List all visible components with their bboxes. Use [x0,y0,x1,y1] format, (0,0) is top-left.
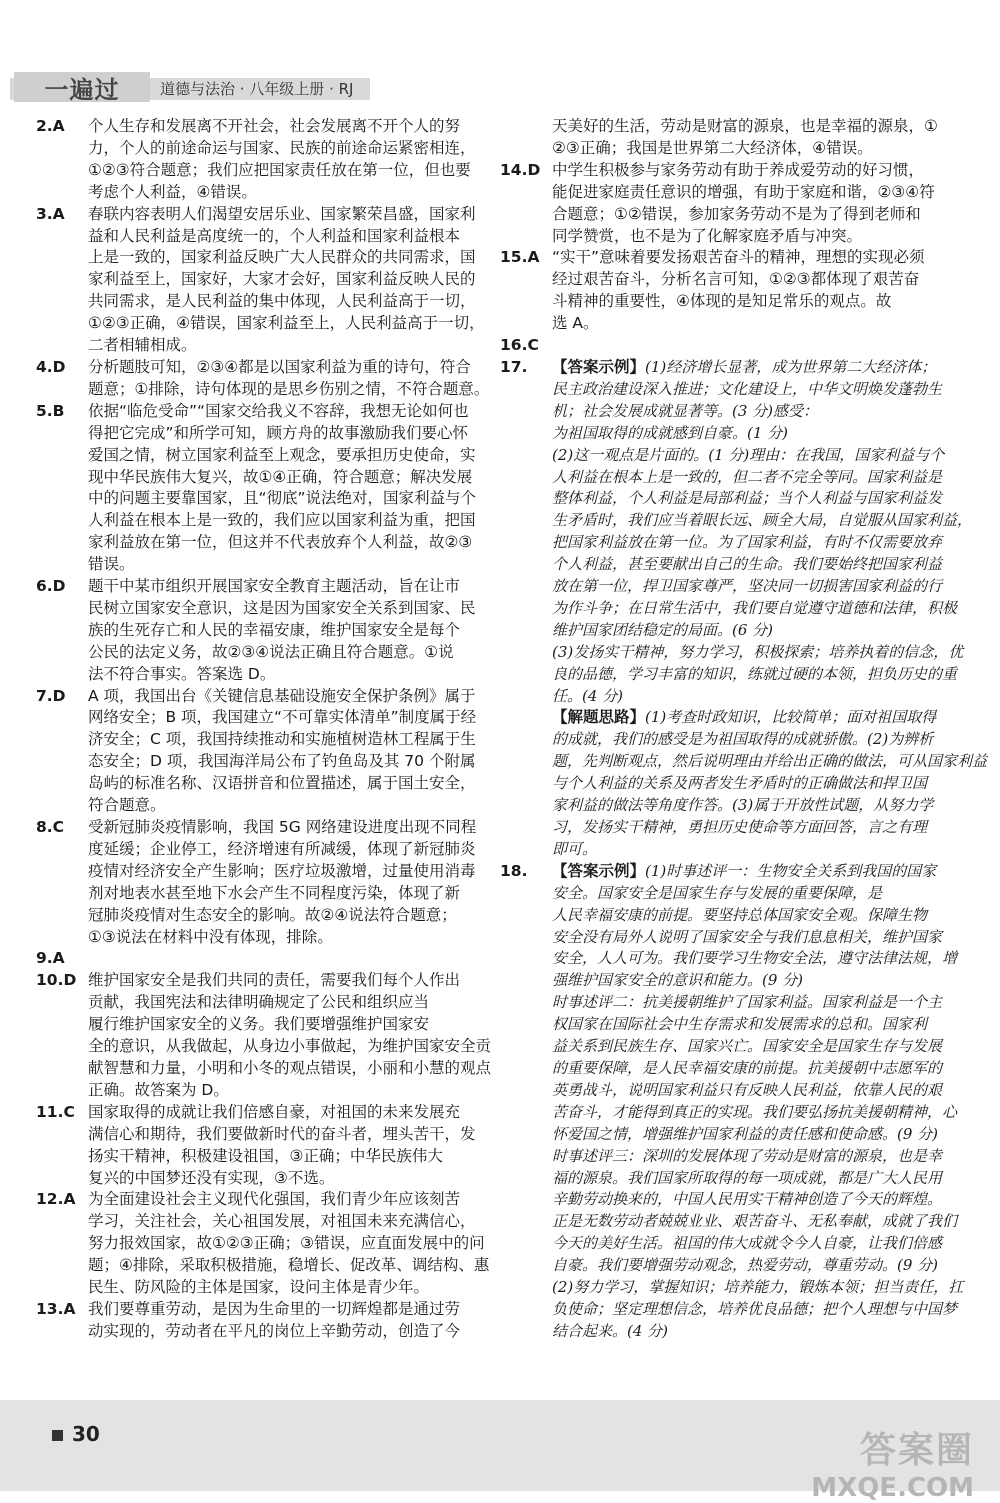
answer-line: 斗精神的重要性，④体现的是知足常乐的观点。故 [552,292,892,311]
answer-line: 为全面建设社会主义现代化强国，我们青少年应该刻苦 [88,1190,461,1209]
answer-line: 个人生存和发展离不开社会，社会发展离不开个人的努 [88,117,461,135]
answer-line: 【解题思路】(1)考查时政知识，比较简单；面对祖国取得 [552,708,937,727]
answer-line: 岛屿的标准名称、汉语拼音和位置描述，属于国土安全， [88,774,476,793]
answer-line: 辛勤劳动换来的，中国人民用实干精神创造了今天的辉煌。 [552,1190,943,1209]
answer-line: 题意；①排除，诗句体现的是思乡伤别之情，不符合题意。 [88,379,490,398]
answer-item [36,357,488,401]
answer-line: 家利益放在第一位，但这并不代表放弃个人利益，故②③ [88,533,473,552]
answer-item [500,247,948,335]
answer-line: 现中华民族伟大复兴，故①④正确，符合题意；解决发展 [88,467,473,486]
answer-line: 【答案示例】(1)经济增长显著，成为世界第二大经济体； [552,357,937,376]
answer-line: 学习，关注社会，关心祖国发展，对祖国未来充满信心， [88,1212,476,1231]
answer-line: 国家取得的成就让我们倍感自豪，对祖国的未来发展充 [88,1102,461,1121]
answer-line: 福的源泉。我们国家所取得的每一项成就，都是广大人民用 [552,1168,943,1187]
answer-line: 经过艰苦奋斗，分析名言可知，①②③都体现了艰苦奋 [552,270,920,289]
answer-item [36,817,488,948]
answer-body [88,204,488,357]
answer-line: 安全，人人可为。我们要学习生物安全法，遵守法律法规，增 [552,949,958,968]
answer-line: 民树立国家安全意识，这是因为国家安全关系到国家、民 [88,598,476,617]
answer-item [500,357,973,708]
answer-line: 考虑个人利益，④错误。 [88,182,257,201]
answer-line: 努力报效国家，故①②③正确；③错误，应直面发展中的问 [88,1234,485,1253]
answer-line: 任。(4 分) [552,686,624,705]
answer-line: 即可。 [552,839,598,858]
answer-body [88,1102,488,1190]
answer-line: ①③说法在材料中没有体现，排除。 [88,927,333,946]
answer-body [552,357,972,708]
answer-line: 今天的美好生活。祖国的伟大成就令今人自豪，让我们倍感 [552,1234,943,1253]
answer-number [500,707,552,860]
answer-line: 扬实干精神，积极建设祖国，③正确；中华民族伟大 [88,1146,443,1165]
answer-body [88,970,491,1101]
answer-line: 疫情对经济安全产生影响；医疗垃圾激增，过量使用消毒 [88,861,476,880]
answer-number: 9.A [36,949,65,968]
answer-number: 15.A [500,248,540,267]
answer-line: (2)努力学习，掌握知识；培养能力，锻炼本领；担当责任，扛 [552,1278,964,1297]
answer-line: 题干中某市组织开展国家安全教育主题活动，旨在让市 [88,577,461,596]
answer-number: 6.D [36,577,66,596]
answer-number: 16.C [500,336,539,355]
answer-line: 【答案示例】(1)时事述评一：生物安全关系到我国的国家 [552,861,937,880]
answer-tag: 【答案示例】 [552,861,646,880]
answer-line: 中学生积极参与家务劳动有助于养成爱劳动的好习惯， [552,160,925,179]
answer-line: 同学赞赏，也不是为了化解家庭矛盾与冲突。 [552,226,863,245]
answer-line: 符合题意。 [88,796,166,815]
answer-line: 权国家在国际社会中生存需求和发展需求的总和。国家利 [552,1015,928,1034]
answer-line [88,948,488,970]
page-marker-icon [52,1430,63,1441]
answer-line: 受新冠肺炎疫情影响，我国 5G 网络建设进度出现不同程 [88,818,477,836]
answer-line: 选 A。 [552,314,599,333]
answer-line: 益关系到民族生存、国家兴亡。国家安全是国家生存与发展 [552,1037,943,1056]
answer-number: 5.B [36,401,65,420]
answer-line [552,335,948,357]
answer-line: 得把它完成”和所学可知，顾方舟的故事激励我们要心怀 [88,423,469,442]
answer-line: 二者相辅相成。 [88,336,197,355]
answer-number: 12.A [36,1190,76,1209]
answer-line: 益和人民利益是高度统一的，个人利益和国家利益根本 [88,226,461,245]
answer-number: 7.D [36,686,66,705]
answer-body [552,861,963,1343]
answer-item [36,686,488,817]
answer-number: 3.A [36,204,65,223]
answer-number: 4.D [36,357,66,376]
answer-line: 爱国之情，树立国家利益至上观念，要承担历史使命，实 [88,445,476,464]
answer-line: 安全。国家安全是国家生存与发展的重要保障，是 [552,883,883,902]
answer-number: 10.D [36,971,77,990]
page-number: 30 [72,1422,100,1446]
answer-line: A 项，我国出台《关键信息基础设施安全保护条例》属于 [88,686,476,705]
answer-line: 贡献，我国宪法和法律明确规定了公民和组织应当 [88,993,430,1012]
answer-line: 合题意；①②错误，参加家务劳动不是为了得到老师和 [552,204,921,223]
answer-item [36,970,492,1101]
answer-line: 上是一致的，国家利益反映广大人民群众的共同需求，国 [88,248,476,267]
answer-line: 族的生死存亡和人民的幸福安康，维护国家安全是每个 [88,620,461,639]
answer-line: 时事述评二：抗美援朝维护了国家利益。国家利益是一个主 [552,993,943,1012]
answer-body [88,401,488,576]
answer-line: 维护国家安全是我们共同的责任，需要我们每个人作出 [88,971,461,990]
answer-line: 共同需求，是人民利益的集中体现，人民利益高于一切， [88,292,476,311]
answer-body [88,576,488,686]
answer-item [36,576,488,686]
answer-line: 人民幸福安康的前提。要坚持总体国家安全观。保障生物 [552,905,928,924]
answer-item [36,1102,488,1190]
answer-line: 公民的法定义务，故②③④说法正确且符合题意。①说 [88,642,454,661]
answer-number: 14.D [500,160,541,179]
answer-line: (3)发扬实干精神，努力学习，积极探索；培养执着的信念，优 [552,642,964,661]
answer-line: 人利益在根本上是一致的，我们应以国家利益为重，把国 [88,511,476,530]
answer-body [88,686,488,817]
answer-line: 放在第一位，捍卫国家尊严，坚决同一切损害国家利益的行 [552,577,943,596]
answer-body [88,1299,488,1343]
answer-line: 全的意识，从我做起，从身边小事做起，为维护国家安全贡 [88,1037,492,1056]
answer-line: 冠肺炎疫情对生态安全的影响。故②④说法符合题意； [88,905,457,924]
answer-body [88,948,488,970]
answer-line: 自豪。我们要增强劳动观念，热爱劳动，尊重劳动。(9 分) [552,1256,939,1275]
answer-number [500,116,552,160]
answer-number: 8.C [36,818,65,836]
answer-line: 维护国家团结稳定的局面。(6 分) [552,620,774,639]
answer-line: 度延缓；企业停工，经济增速有所减缓，体现了新冠肺炎 [88,839,476,858]
answer-line: 题，先判断观点，然后说明理由并给出正确的做法，可从国家利益 [552,752,988,771]
answer-line: 负使命；坚定理想信念，培养优良品德；把个人理想与中国梦 [552,1299,958,1318]
answer-line: 怀爱国之情，增强维护国家利益的责任感和使命感。(9 分) [552,1124,939,1143]
right-column [500,116,988,1343]
answer-line: ①②③正确，④错误，国家利益至上，人民利益高于一切， [88,314,485,333]
answer-item [36,1189,488,1299]
answer-line: 良的品德，学习丰富的知识，练就过硬的本领，担负历史的重 [552,664,958,683]
answer-line: 我们要尊重劳动，是因为生命里的一切辉煌都是通过劳 [88,1299,461,1318]
left-column [36,116,492,1343]
answer-line: 生矛盾时，我们应当着眼长远、顾全大局，自觉服从国家利益， [552,511,973,530]
answer-line: 结合起来。(4 分) [552,1321,669,1340]
answer-line: 题；④排除，采取积极措施，稳增长、促改革、调结构、惠 [88,1256,490,1275]
answer-item [500,116,948,160]
answer-line: 力，个人的前途命运与国家、民族的前途命运紧密相连， [88,138,476,157]
answer-number: 13.A [36,1299,76,1318]
answer-line: 动实现的，劳动者在平凡的岗位上辛勤劳动，创造了今 [88,1321,461,1340]
answer-line: 民主政治建设深入推进；文化建设上，中华文明焕发蓬勃生 [552,379,943,398]
answer-body [88,357,489,401]
answer-line: 英勇战斗，说明国家利益只有反映人民利益，依靠人民的艰 [552,1080,943,1099]
answer-line: 的重要保障，是人民幸福安康的前提。抗美援朝中志愿军的 [552,1058,943,1077]
answer-line: 网络安全；B 项，我国建立“不可靠实体清单”制度属于经 [88,708,477,727]
answer-item [36,948,488,970]
answer-body [88,817,488,948]
answer-line: 天美好的生活，劳动是财富的源泉，也是幸福的源泉，① [552,117,938,135]
watermark-logo: 答案圈 [859,1430,974,1471]
answer-line: 法不符合事实。答案选 D。 [88,664,276,683]
answer-line: 家利益至上，国家好，大家才会好，国家利益反映人民的 [88,270,476,289]
answer-body [552,160,948,248]
answer-line: 安全没有局外人说明了国家安全与我们息息相关，维护国家 [552,927,943,946]
answer-line: 的成就，我们的感受是为祖国取得的成就骄傲。(2)为辨析 [552,730,934,749]
answer-line: 济安全；C 项，我国持续推动和实施植树造林工程属于生 [88,730,476,749]
answer-line: 正是无数劳动者兢兢业业、艰苦奋斗、无私奉献，成就了我们 [552,1212,958,1231]
answer-line: 分析题肢可知，②③④都是以国家利益为重的诗句，符合 [88,357,471,376]
answer-item [36,1299,488,1343]
answer-line: 中的问题主要靠国家，且“彻底”说法绝对，国家利益与个 [88,489,477,508]
answer-item [500,861,964,1343]
answer-line: 为祖国取得的成就感到自豪。(1 分) [552,423,789,442]
answer-line: 能促进家庭责任意识的增强，有助于家庭和谐，②③④符 [552,182,935,201]
answer-line: 与个人利益的关系及两者发生矛盾时的正确做法和捍卫国 [552,774,928,793]
answer-item [500,160,948,248]
answer-line: 依据“临危受命”“国家交给我义不容辞，我想无论如何也 [88,401,469,420]
answer-line: 履行维护国家安全的义务。我们要增强维护国家安 [88,1015,430,1034]
answer-item [36,401,488,576]
answer-line: “实干”意味着要发扬艰苦奋斗的精神，理想的实现必须 [552,248,925,267]
answer-number: 11.C [36,1102,75,1121]
answer-item [36,204,488,357]
page-header [0,0,1000,112]
answer-line: 正确。故答案为 D。 [88,1080,229,1099]
answer-line: 复兴的中国梦还没有实现，③不选。 [88,1168,335,1187]
answer-body [552,116,948,160]
answer-line: 错误。 [88,555,135,574]
answer-line: 家利益的做法等角度作答。(3)属于开放性试题，从努力学 [552,796,934,815]
answer-line: 态安全；D 项，我国海洋局公布了钓鱼岛及其 70 个附属 [88,752,476,771]
answer-item [500,335,948,357]
answer-item [36,116,488,204]
answer-line: 整体利益，个人利益是局部利益；当个人利益与国家利益发 [552,489,943,508]
answer-line: 机；社会发展成就显著等。(3 分)感受： [552,401,819,420]
answer-line: ①②③符合题意；我们应把国家责任放在第一位，但也要 [88,160,471,179]
answer-body [552,247,948,335]
answer-line: 把国家利益放在第一位。为了国家利益，有时不仅需要放弃 [552,533,943,552]
answer-body [88,116,488,204]
answer-line: 为作斗争；在日常生活中，我们要自觉遵守道德和法律，积极 [552,598,958,617]
answer-line: ②③正确；我国是世界第二大经济体，④错误。 [552,138,873,157]
answer-body [88,1189,489,1299]
answer-number: 17. [500,357,528,376]
answer-line: 人利益在根本上是一致的，但二者不完全等同。国家利益是 [552,467,943,486]
answer-body [552,335,948,357]
answer-line: 满信心和期待，我们要做新时代的奋斗者，埋头苦干，发 [88,1124,476,1143]
answer-line: 强维护国家安全的意识和能力。(9 分) [552,971,804,990]
answer-number: 18. [500,861,528,880]
answer-body [552,707,987,860]
answer-line: 民生、防风险的主体是国家，设问主体是青少年。 [88,1278,430,1297]
answer-line: 苦奋斗，才能得到真正的实现。我们要弘扬抗美援朝精神，心 [552,1102,958,1121]
answer-number: 2.A [36,117,65,135]
answer-line: 个人利益，甚至要献出自己的生命。我们要始终把国家利益 [552,555,943,574]
answer-tag: 【解题思路】 [552,708,646,727]
answer-line: (2)这一观点是片面的。(1 分)理由：在我国，国家利益与个 [552,445,945,464]
book-subject: 道德与法治 · 八年级上册 · RJ [160,80,354,98]
answer-item [500,707,988,860]
answer-line: 献智慧和力量，小明和小冬的观点错误，小丽和小慧的观点 [88,1058,492,1077]
answer-line: 习，发扬实干精神，勇担历史使命等方面回答，言之有理 [552,818,928,836]
watermark-url: MXQE.COM [811,1473,974,1503]
answer-line: 剂对地表水甚至地下水会产生不同程度污染，体现了新 [88,883,461,902]
book-logo: 一遍过 [14,72,150,102]
answer-tag: 【答案示例】 [552,357,646,376]
answer-line: 春联内容表明人们渴望安居乐业、国家繁荣昌盛，国家利 [88,204,476,223]
answer-line: 时事述评三：深圳的发展体现了劳动是财富的源泉，也是幸 [552,1146,943,1165]
